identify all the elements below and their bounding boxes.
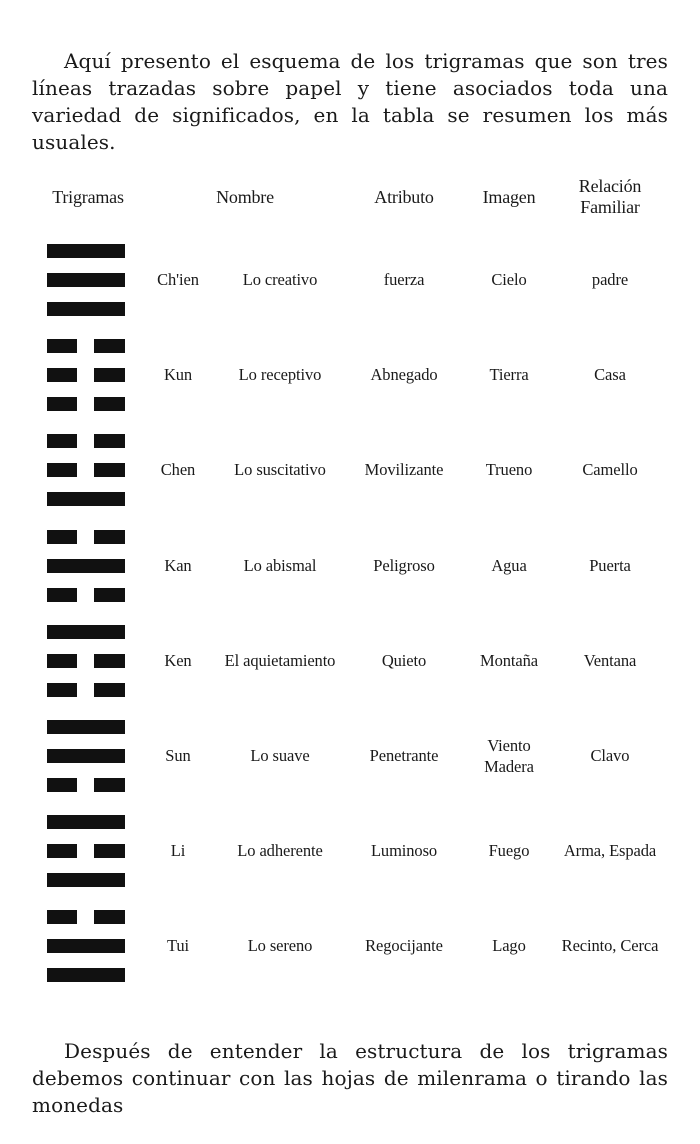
broken-line — [47, 910, 125, 924]
trigram-imagen: Lago — [492, 936, 526, 956]
solid-line — [47, 815, 125, 829]
trigram-atributo: fuerza — [383, 270, 425, 289]
trigram-relacion: Ventana — [583, 650, 637, 670]
trigram-relacion: Recinto, Cerca — [561, 936, 659, 956]
solid-line — [47, 559, 125, 573]
trigram-atributo: Luminoso — [370, 841, 438, 861]
trigram-name: Tui — [166, 936, 190, 956]
trigram-name: Sun — [165, 746, 191, 765]
header-atributo: Atributo — [374, 186, 434, 207]
broken-line — [47, 368, 125, 382]
broken-line — [47, 397, 125, 411]
trigram-symbol — [47, 815, 125, 887]
trigram-symbol — [47, 244, 125, 316]
trigram-relacion: Camello — [582, 460, 638, 480]
trigram-nombre: Lo receptivo — [238, 365, 322, 385]
broken-line — [47, 654, 125, 668]
trigram-atributo: Regocijante — [365, 936, 443, 956]
trigram-atributo: Movilizante — [364, 460, 444, 480]
trigram-relacion: Clavo — [590, 746, 630, 765]
table-row — [0, 613, 700, 708]
solid-line — [47, 968, 125, 982]
header-imagen: Imagen — [482, 186, 536, 207]
trigram-symbol — [47, 339, 125, 411]
solid-line — [47, 492, 125, 506]
trigram-imagen: Agua — [491, 555, 527, 575]
table-row — [0, 232, 700, 327]
trigram-imagen: Tierra — [489, 365, 529, 385]
table-row — [0, 422, 700, 517]
solid-line — [47, 749, 125, 763]
trigram-nombre: Lo suscitativo — [234, 460, 326, 480]
trigram-imagen: Montaña — [480, 650, 538, 670]
solid-line — [47, 625, 125, 639]
solid-line — [47, 873, 125, 887]
intro-text: Aquí presento el esquema de los trigramas que son tres líneas trazadas sobre papel y tiene asociados toda una variedad de significados, en la tabla se resumen los más usuales. — [32, 49, 668, 154]
solid-line — [47, 720, 125, 734]
trigram-imagen: Cielo — [491, 270, 527, 289]
broken-line — [47, 778, 125, 792]
trigram-imagen: Viento Madera — [484, 735, 534, 776]
solid-line — [47, 939, 125, 953]
broken-line — [47, 844, 125, 858]
solid-line — [47, 244, 125, 258]
trigram-atributo: Penetrante — [369, 746, 439, 765]
trigram-nombre: Lo creativo — [242, 270, 318, 289]
trigram-atributo: Quieto — [381, 650, 427, 670]
trigram-symbol — [47, 530, 125, 602]
intro-paragraph — [32, 48, 668, 156]
trigram-imagen: Trueno — [485, 460, 533, 480]
trigram-symbol — [47, 434, 125, 506]
broken-line — [47, 463, 125, 477]
outro-paragraph — [32, 1038, 668, 1119]
trigram-nombre: Lo sereno — [247, 936, 313, 956]
broken-line — [47, 434, 125, 448]
solid-line — [47, 273, 125, 287]
broken-line — [47, 588, 125, 602]
trigram-relacion: Casa — [594, 365, 626, 385]
trigram-imagen: Fuego — [488, 841, 530, 861]
header-trigramas: Trigramas — [52, 186, 124, 207]
header-relacion: Relación Familiar — [578, 176, 642, 217]
trigram-relacion: padre — [591, 270, 629, 289]
trigram-symbol — [47, 910, 125, 982]
table-row — [0, 327, 700, 422]
trigram-nombre: El aquietamiento — [224, 650, 336, 670]
trigram-relacion: Puerta — [589, 555, 631, 575]
outro-text: Después de entender la estructura de los trigramas debemos continuar con las hojas de milenrama o tirando las monedas — [32, 1039, 668, 1117]
trigram-name: Ch'ien — [157, 270, 199, 289]
trigram-nombre: Lo suave — [250, 746, 310, 765]
trigram-nombre: Lo adherente — [237, 841, 323, 861]
table-row — [0, 708, 700, 803]
table-row — [0, 898, 700, 993]
trigram-symbol — [47, 720, 125, 792]
trigram-relacion: Arma, Espada — [563, 841, 657, 861]
header-nombre: Nombre — [216, 186, 274, 207]
trigram-name: Chen — [160, 460, 196, 480]
broken-line — [47, 530, 125, 544]
trigram-nombre: Lo abismal — [243, 555, 317, 575]
table-row — [0, 518, 700, 613]
broken-line — [47, 683, 125, 697]
trigram-atributo: Peligroso — [373, 555, 435, 575]
trigram-name: Kun — [163, 365, 193, 385]
trigram-name: Kan — [164, 555, 192, 575]
trigram-atributo: Abnegado — [370, 365, 438, 385]
trigram-name: Ken — [164, 650, 192, 670]
table-row — [0, 803, 700, 898]
trigram-symbol — [47, 625, 125, 697]
solid-line — [47, 302, 125, 316]
broken-line — [47, 339, 125, 353]
trigram-name: Li — [170, 841, 186, 861]
